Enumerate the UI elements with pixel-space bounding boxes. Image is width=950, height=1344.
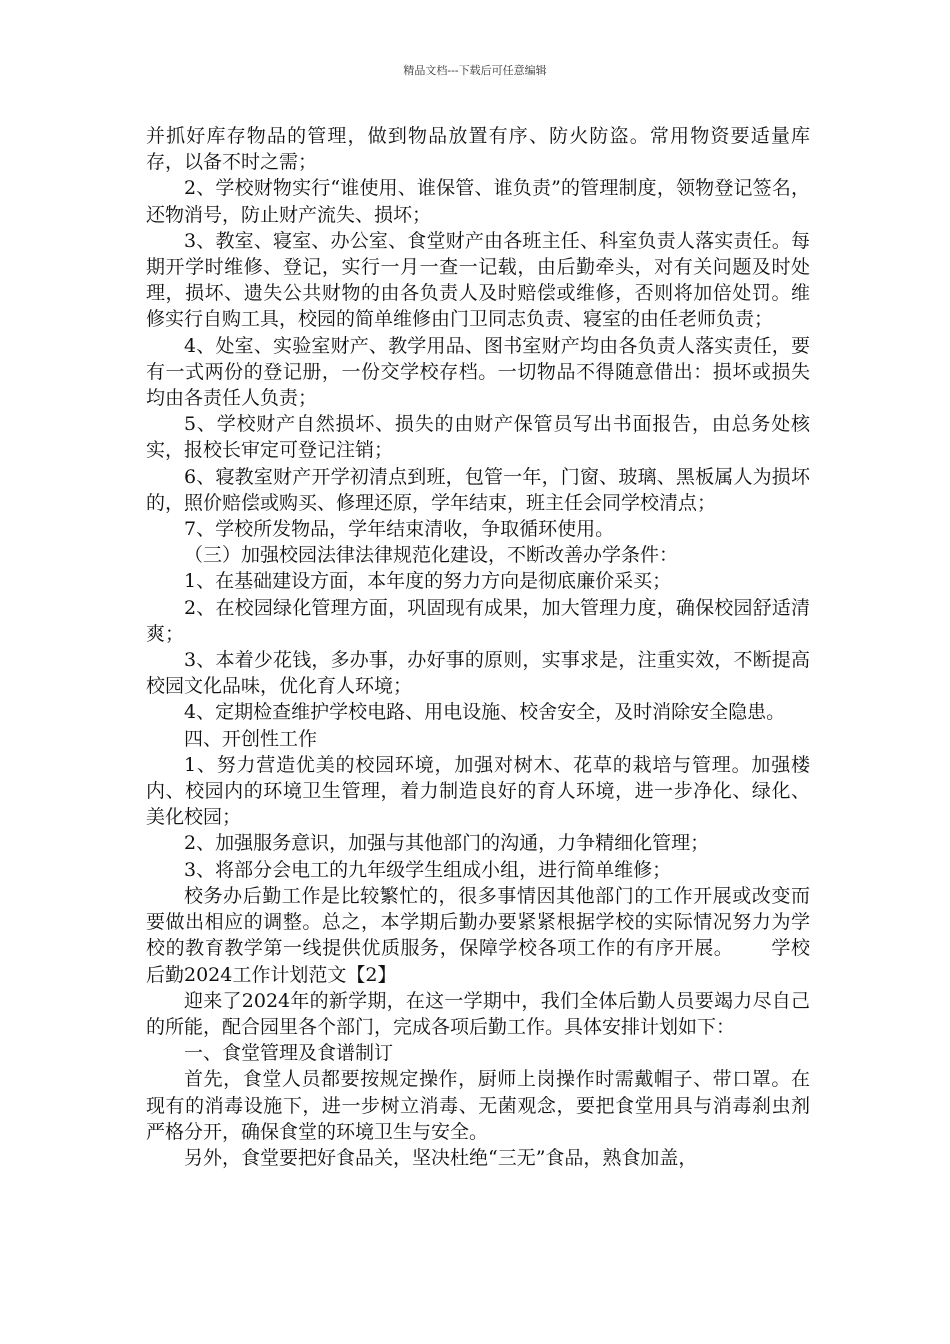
paragraph: 3、将部分会电工的九年级学生组成小组，进行简单维修；: [184, 858, 672, 881]
section-heading: 四、开创性工作: [184, 727, 318, 750]
document-body: [146, 123, 810, 1171]
summary-text: 校务办后勤工作是比较繁忙的，很多事情因其他部门的工作开展或改变而要做出相应的调整。总之，本学期后勤办要紧紧根据学校的实际情况努力为学校的教育教学第一线提供优质服务，保障学校各项工作的有序开展。: [146, 884, 810, 960]
summary-paragraph: [146, 883, 810, 988]
paragraph: 2、加强服务意识，加强与其他部门的沟通，力争精细化管理；: [184, 832, 710, 855]
paragraph: 1、在基础建设方面，本年度的努力方向是彻底廉价采买；: [184, 570, 672, 593]
section-heading: （三）加强校园法律法律规范化建设，不断改善办学条件：: [184, 544, 679, 567]
paragraph: 首先，食堂人员都要按规定操作，厨师上岗操作时需戴帽子、带口罩。在现有的消毒设施下，进一步树立消毒、无菌观念，要把食堂用具与消毒刹虫剂严格分开，确保食堂的环境卫生与安全。: [146, 1068, 810, 1143]
document-title: 学校后勤2024工作计划范文【2】: [146, 937, 810, 986]
paragraph: 3、本着少花钱，多办事，办好事的原则，实事求是，注重实效，不断提高校园文化品味，优化育人环境；: [146, 649, 810, 698]
paragraph: 3、教室、寝室、办公室、食堂财产由各班主任、科室负责人落实责任。每期开学时维修、登记，实行一月一查一记载，由后勤牵头，对有关问题及时处理，损坏、遗失公共财物的由各负责人及时赔偿或维修，否则将加倍处罚。维修实行自购工具，校园的简单维修由门卫同志负责、寝室的由任老师负责；: [146, 229, 810, 331]
paragraph: 2、学校财物实行“谁使用、谁保管、谁负责”的管理制度，领物登记签名，还物消号，防止财产流失、损坏；: [146, 177, 810, 226]
paragraph: 4、定期检查维护学校电路、用电设施、校舍安全，及时消除安全隐患。: [184, 701, 786, 724]
page-header: 精品文档---下载后可任意编辑: [403, 64, 547, 77]
paragraph: 5、学校财产自然损坏、损失的由财产保管员写出书面报告，由总务处核实，报校长审定可登记注销；: [146, 413, 810, 462]
paragraph: 4、处室、实验室财产、教学用品、图书室财产均由各负责人落实责任，要有一式两份的登记册，一份交学校存档。一切物品不得随意借出：损坏或损失均由各责任人负责；: [146, 334, 810, 410]
paragraph: 另外，食堂要把好食品关，坚决杜绝“三无”食品，熟食加盖，: [184, 1146, 698, 1169]
paragraph: 2、在校园绿化管理方面，巩固现有成果，加大管理力度，确保校园舒适清爽；: [146, 596, 810, 645]
paragraph: 6、寝教室财产开学初清点到班，包管一年，门窗、玻璃、黑板属人为损坏的，照价赔偿或购买、修理还原，学年结束，班主任会同学校清点；: [146, 465, 810, 514]
section-heading: 一、食堂管理及食谱制订: [184, 1042, 394, 1065]
paragraph: 迎来了2024年的新学期，在这一学期中，我们全体后勤人员要竭力尽自己的所能，配合园里各个部门，完成各项后勤工作。具体安排计划如下：: [146, 989, 810, 1038]
paragraph: 并抓好库存物品的管理，做到物品放置有序、防火防盗。常用物资要适量库存，以备不时之需；: [146, 125, 810, 174]
paragraph: 7、学校所发物品，学年结束清收，争取循环使用。: [184, 518, 615, 541]
paragraph: 1、努力营造优美的校园环境，加强对树木、花草的栽培与管理。加强楼内、校园内的环境卫生管理，着力制造良好的育人环境，进一步净化、绿化、美化校园；: [146, 753, 810, 829]
